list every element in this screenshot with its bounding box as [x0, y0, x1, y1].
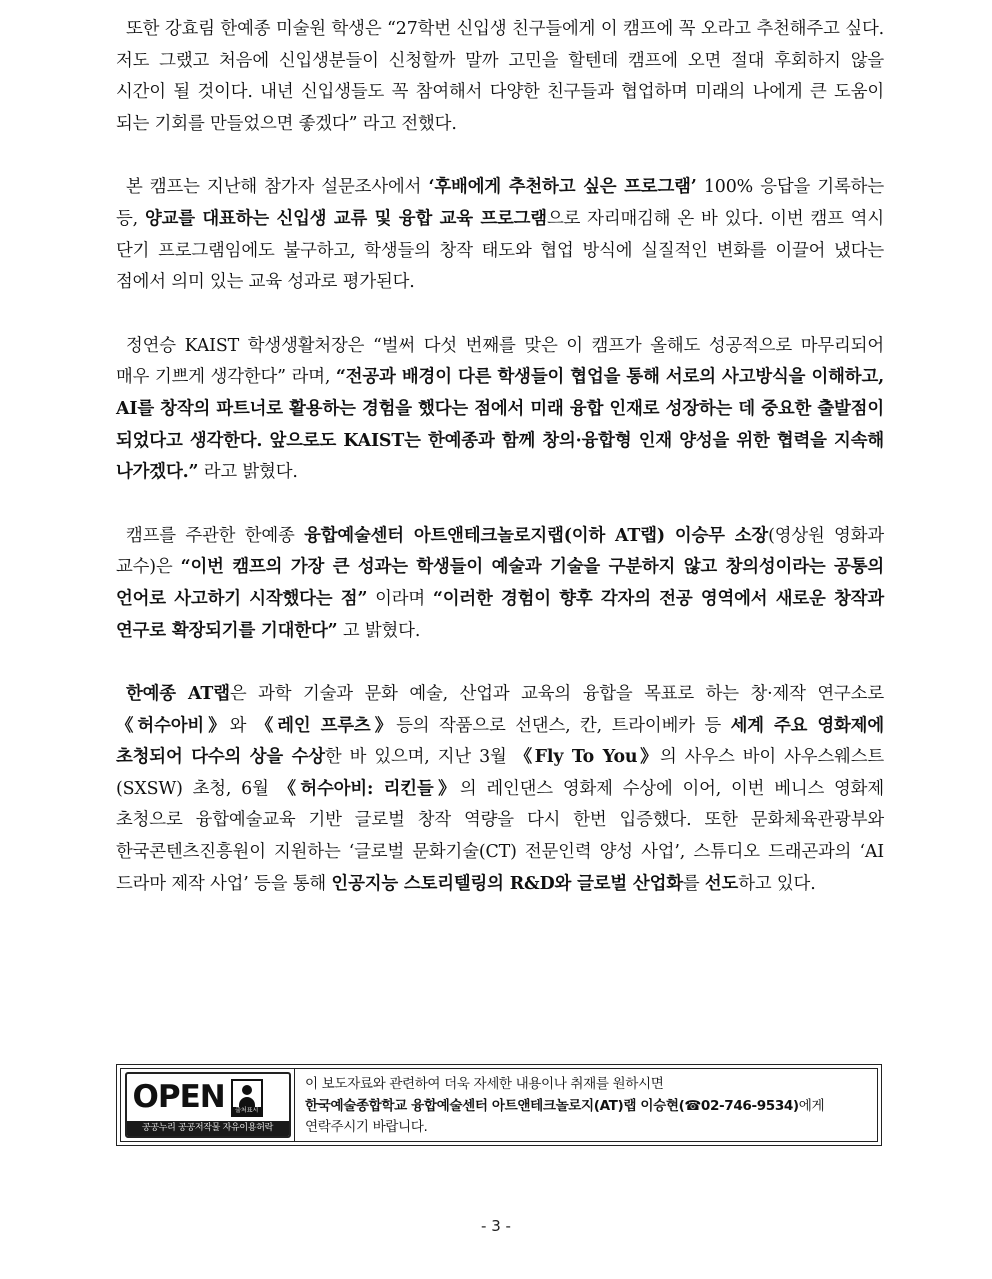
open-logo-text: OPEN [132, 1079, 225, 1115]
text-segment: 또한 강효림 한예종 미술원 학생은 “27학번 신입생 친구들에게 이 캠프에 꼭 오라고 추천해주고 싶다. 저도 그랬고 처음에 신입생분들이 신청할까 말까 고민을 할텐데 캠프에 오면 절대 후회하지 않을 시간이 될 것이다. 내년 신입생들도 꼭 참여해서 다양한 친구들과 협업하며 미래의 나에게 큰 도움이 되는 기회를 만들었으면 좋겠다” 라고 전했다. [116, 19, 884, 134]
article-body [116, 14, 884, 932]
text-segment: 정연승 KAIST 학생생활처장은 “벌써 다섯 번째를 맞은 이 캠프가 올해도 성공적으로 마무리되어 매우 기쁘게 생각한다” 라며, [116, 335, 884, 388]
contact-name-phone: 한국예술종합학교 융합예술센터 아트앤테크놀로지(AT)랩 이승현(☎02-746-9534) [305, 1097, 799, 1114]
text-segment: 본 캠프는 지난해 참가자 설문조사에서 [126, 177, 429, 198]
bold-segment: 《허수아비: 리킨들》 [278, 778, 460, 799]
bold-segment: 《허수아비》 [116, 715, 230, 736]
page-number: - 3 - [481, 1217, 511, 1235]
text-segment: 를 [682, 873, 705, 894]
attribution-person-icon [231, 1079, 263, 1117]
bold-segment: 《Fly To You》 [514, 747, 661, 768]
kogl-badge-top [127, 1074, 289, 1121]
text-segment: 고 밝혔다. [337, 620, 421, 641]
text-segment: 캠프를 주관한 한예종 [126, 525, 305, 546]
bold-segment: “전공과 배경이 다른 학생들이 협업을 통해 서로의 사고방식을 이해하고, AI를 창작의 파트너로 활용하는 경험을 했다는 점에서 미래 융합 인재로 성장하는 데 중요한 출발점이 되었다고 생각한다. 앞으로도 KAIST는 한예종과 함께 창의·융합형 인재 양성을 위한 협력을 지속해 나가겠다.” [116, 367, 884, 483]
contact-line-1: 이 보도자료와 관련하여 더욱 자세한 내용이나 취재를 원하시면 [305, 1076, 664, 1092]
bold-segment: 융합예술센터 아트앤테크놀로지랩(이하 AT랩) 이승무 소장 [304, 525, 769, 546]
bold-segment: 선도 [704, 873, 739, 894]
text-segment: 한 바 있으며, 지난 3월 [324, 747, 515, 768]
kogl-open-badge [125, 1072, 291, 1138]
person-body-shape [239, 1097, 255, 1107]
attribution-label: 출처표시 [233, 1107, 261, 1115]
paragraph-3 [116, 331, 884, 489]
text-segment: 하고 있다. [738, 873, 816, 894]
contact-line-3: 연락주시기 바랍니다. [305, 1119, 428, 1135]
contact-line-2-rest: 에게 [798, 1097, 825, 1114]
bold-segment: 《레인 프루츠》 [255, 715, 397, 736]
text-segment: 라고 밝혔다. [198, 462, 298, 483]
text-segment: (영상원 영화과 교수)은 [116, 525, 884, 578]
text-segment: 등의 작품으로 선댄스, 칸, 트라이베카 등 [396, 715, 731, 736]
bold-segment: 인공지능 스토리텔링의 R&D와 글로벌 산업화 [331, 873, 683, 894]
paragraph-4 [116, 521, 884, 647]
bold-segment: “이번 캠프의 가장 큰 성과는 학생들이 예술과 기술을 구분하지 않고 창의성이라는 공통의 언어로 사고하기 시작했다는 점” [116, 557, 884, 609]
text-segment: 100% 응답을 기록하는 등, [116, 177, 884, 229]
paragraph-2 [116, 172, 884, 298]
text-segment: 의 레인댄스 영화제 수상에 이어, 이번 베니스 영화제 초청으로 융합예술교육 기반 글로벌 창작 역량을 다시 한번 입증했다. 또한 문화체육관광부와 한국콘텐츠진흥원이 지원하는 ‘글로벌 문화기술(CT) 전문인력 양성 사업’, 스튜디오 드래곤과의 ‘AI 드라마 제작 사업’ 등을 통해 [116, 778, 884, 894]
kogl-logo-cell [120, 1068, 295, 1142]
text-segment: 와 [229, 715, 256, 736]
paragraph-1 [116, 14, 884, 140]
text-segment: 은 과학 기술과 문화 예술, 산업과 교육의 융합을 목표로 하는 창·제작 연구소로 [229, 684, 884, 705]
contact-line-2 [305, 1096, 877, 1118]
text-segment: 으로 자리매김해 온 바 있다. 이번 캠프 역시 단기 프로그램임에도 불구하고, 학생들의 창작 태도와 협업 방식에 실질적인 변화를 이끌어 냈다는 점에서 의미 있는 교육 성과로 평가된다. [116, 208, 884, 293]
contact-text [295, 1068, 878, 1142]
contact-footer-box [116, 1064, 882, 1146]
bold-segment: “이러한 경험이 향후 각자의 전공 영역에서 새로운 창작과 연구로 확장되기를 기대한다” [116, 588, 884, 641]
bold-segment: 한예종 AT랩 [126, 684, 230, 705]
bold-segment: ‘후배에게 추천하고 싶은 프로그램’ [428, 177, 697, 198]
kogl-caption: 공공누리 공공저작물 자유이용허락 [127, 1121, 289, 1136]
person-head-shape [242, 1085, 252, 1095]
paragraph-5 [116, 679, 884, 900]
text-segment: 이라며 [367, 588, 433, 609]
bold-segment: 세계 주요 영화제에 초청되어 다수의 상을 수상 [116, 715, 884, 768]
text-segment: 의 사우스 바이 사우스웨스트(SXSW) 초청, 6월 [116, 747, 884, 799]
bold-segment: 양교를 대표하는 신입생 교류 및 융합 교육 프로그램 [144, 208, 547, 229]
